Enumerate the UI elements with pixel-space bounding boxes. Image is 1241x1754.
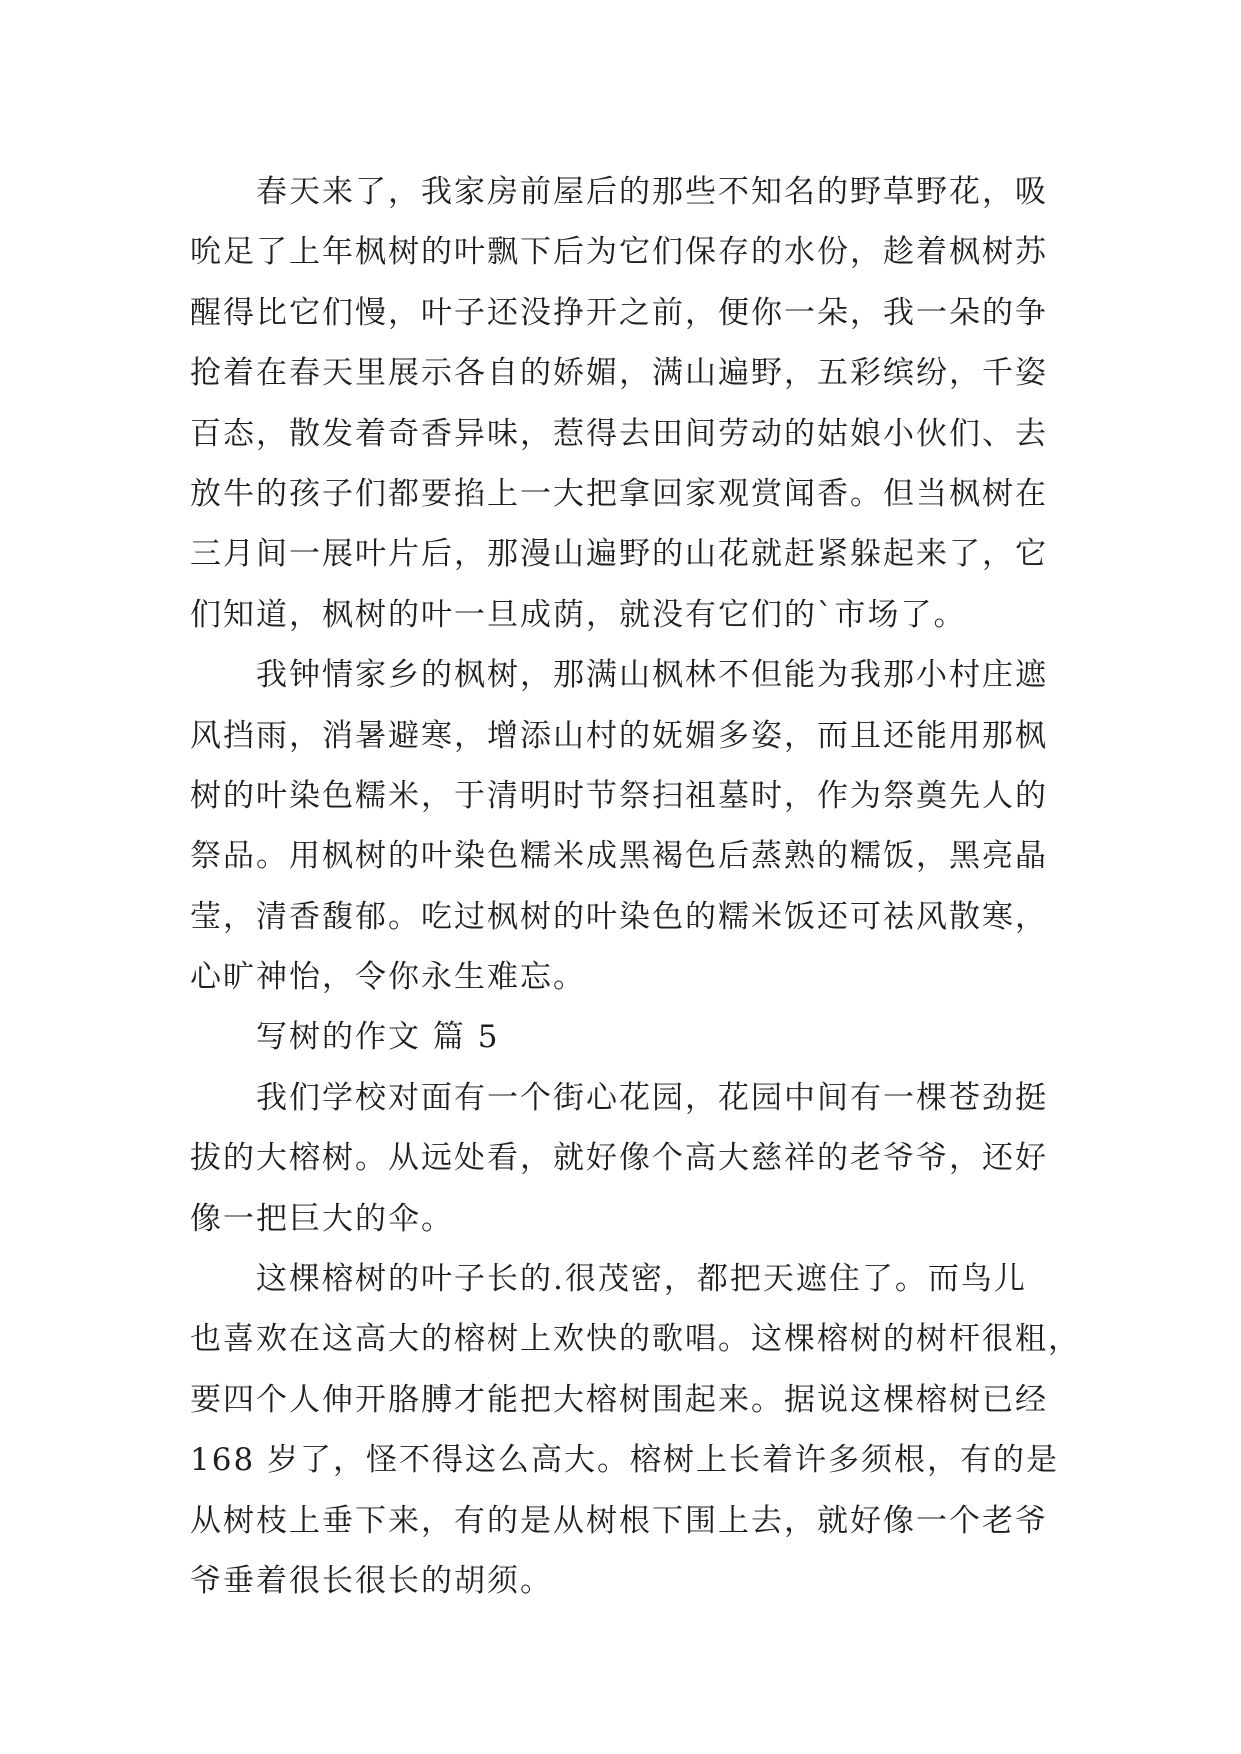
text-line: 要四个人伸开胳膊才能把大榕树围起来。据说这棵榕树已经 bbox=[190, 1381, 1048, 1418]
text-line: 我们学校对面有一个街心花园，花园中间有一棵苍劲挺 bbox=[256, 1079, 1048, 1116]
text-line: 168 岁了，怪不得这么高大。榕树上长着许多须根，有的是 bbox=[190, 1442, 1060, 1479]
text-line: 像一把巨大的伞。 bbox=[190, 1200, 454, 1237]
text-line: 三月间一展叶片后，那漫山遍野的山花就赶紧躲起来了，它 bbox=[190, 536, 1048, 573]
text-line: 春天来了，我家房前屋后的那些不知名的野草野花，吸 bbox=[256, 174, 1048, 210]
text-line: 树的叶染色糯米，于清明时节祭扫祖墓时，作为祭奠先人的 bbox=[190, 777, 1048, 814]
text-line: 们知道，枫树的叶一旦成荫，就没有它们的`市场了。 bbox=[190, 596, 967, 633]
text-line: 祭品。用枫树的叶染色糯米成黑褐色后蒸熟的糯饭，黑亮晶 bbox=[190, 838, 1048, 875]
text-line: 百态，散发着奇香异味，惹得去田间劳动的姑娘小伙们、去 bbox=[190, 415, 1048, 452]
document-body bbox=[190, 162, 1081, 1611]
text-line: 放牛的孩子们都要掐上一大把拿回家观赏闻香。但当枫树在 bbox=[190, 475, 1048, 512]
text-line: 风挡雨，消暑避寒，增添山村的妩媚多姿，而且还能用那枫 bbox=[190, 717, 1048, 754]
text-line: 也喜欢在这高大的榕树上欢快的歌唱。这棵榕树的树杆很粗， bbox=[190, 1321, 1081, 1358]
text-line: 从树枝上垂下来，有的是从树根下围上去，就好像一个老爷 bbox=[190, 1502, 1048, 1539]
text-line: 爷垂着很长很长的胡须。 bbox=[190, 1562, 553, 1599]
text-line: 醒得比它们慢，叶子还没挣开之前，便你一朵，我一朵的争 bbox=[190, 294, 1048, 331]
section-heading: 写树的作文 篇 5 bbox=[256, 1019, 500, 1056]
text-line: 这棵榕树的叶子长的.很茂密，都把天遮住了。而鸟儿 bbox=[256, 1261, 1027, 1298]
text-line: 我钟情家乡的枫树，那满山枫林不但能为我那小村庄遮 bbox=[256, 657, 1048, 694]
text-line: 莹，清香馥郁。吃过枫树的叶染色的糯米饭还可祛风散寒， bbox=[190, 898, 1048, 935]
text-line: 拔的大榕树。从远处看，就好像个高大慈祥的老爷爷，还好 bbox=[190, 1140, 1048, 1177]
text-line: 心旷神怡，令你永生难忘。 bbox=[190, 959, 586, 996]
text-line: 吮足了上年枫树的叶飘下后为它们保存的水份，趁着枫树苏 bbox=[190, 234, 1048, 271]
text-line: 抢着在春天里展示各自的娇媚，满山遍野，五彩缤纷，千姿 bbox=[190, 355, 1048, 392]
